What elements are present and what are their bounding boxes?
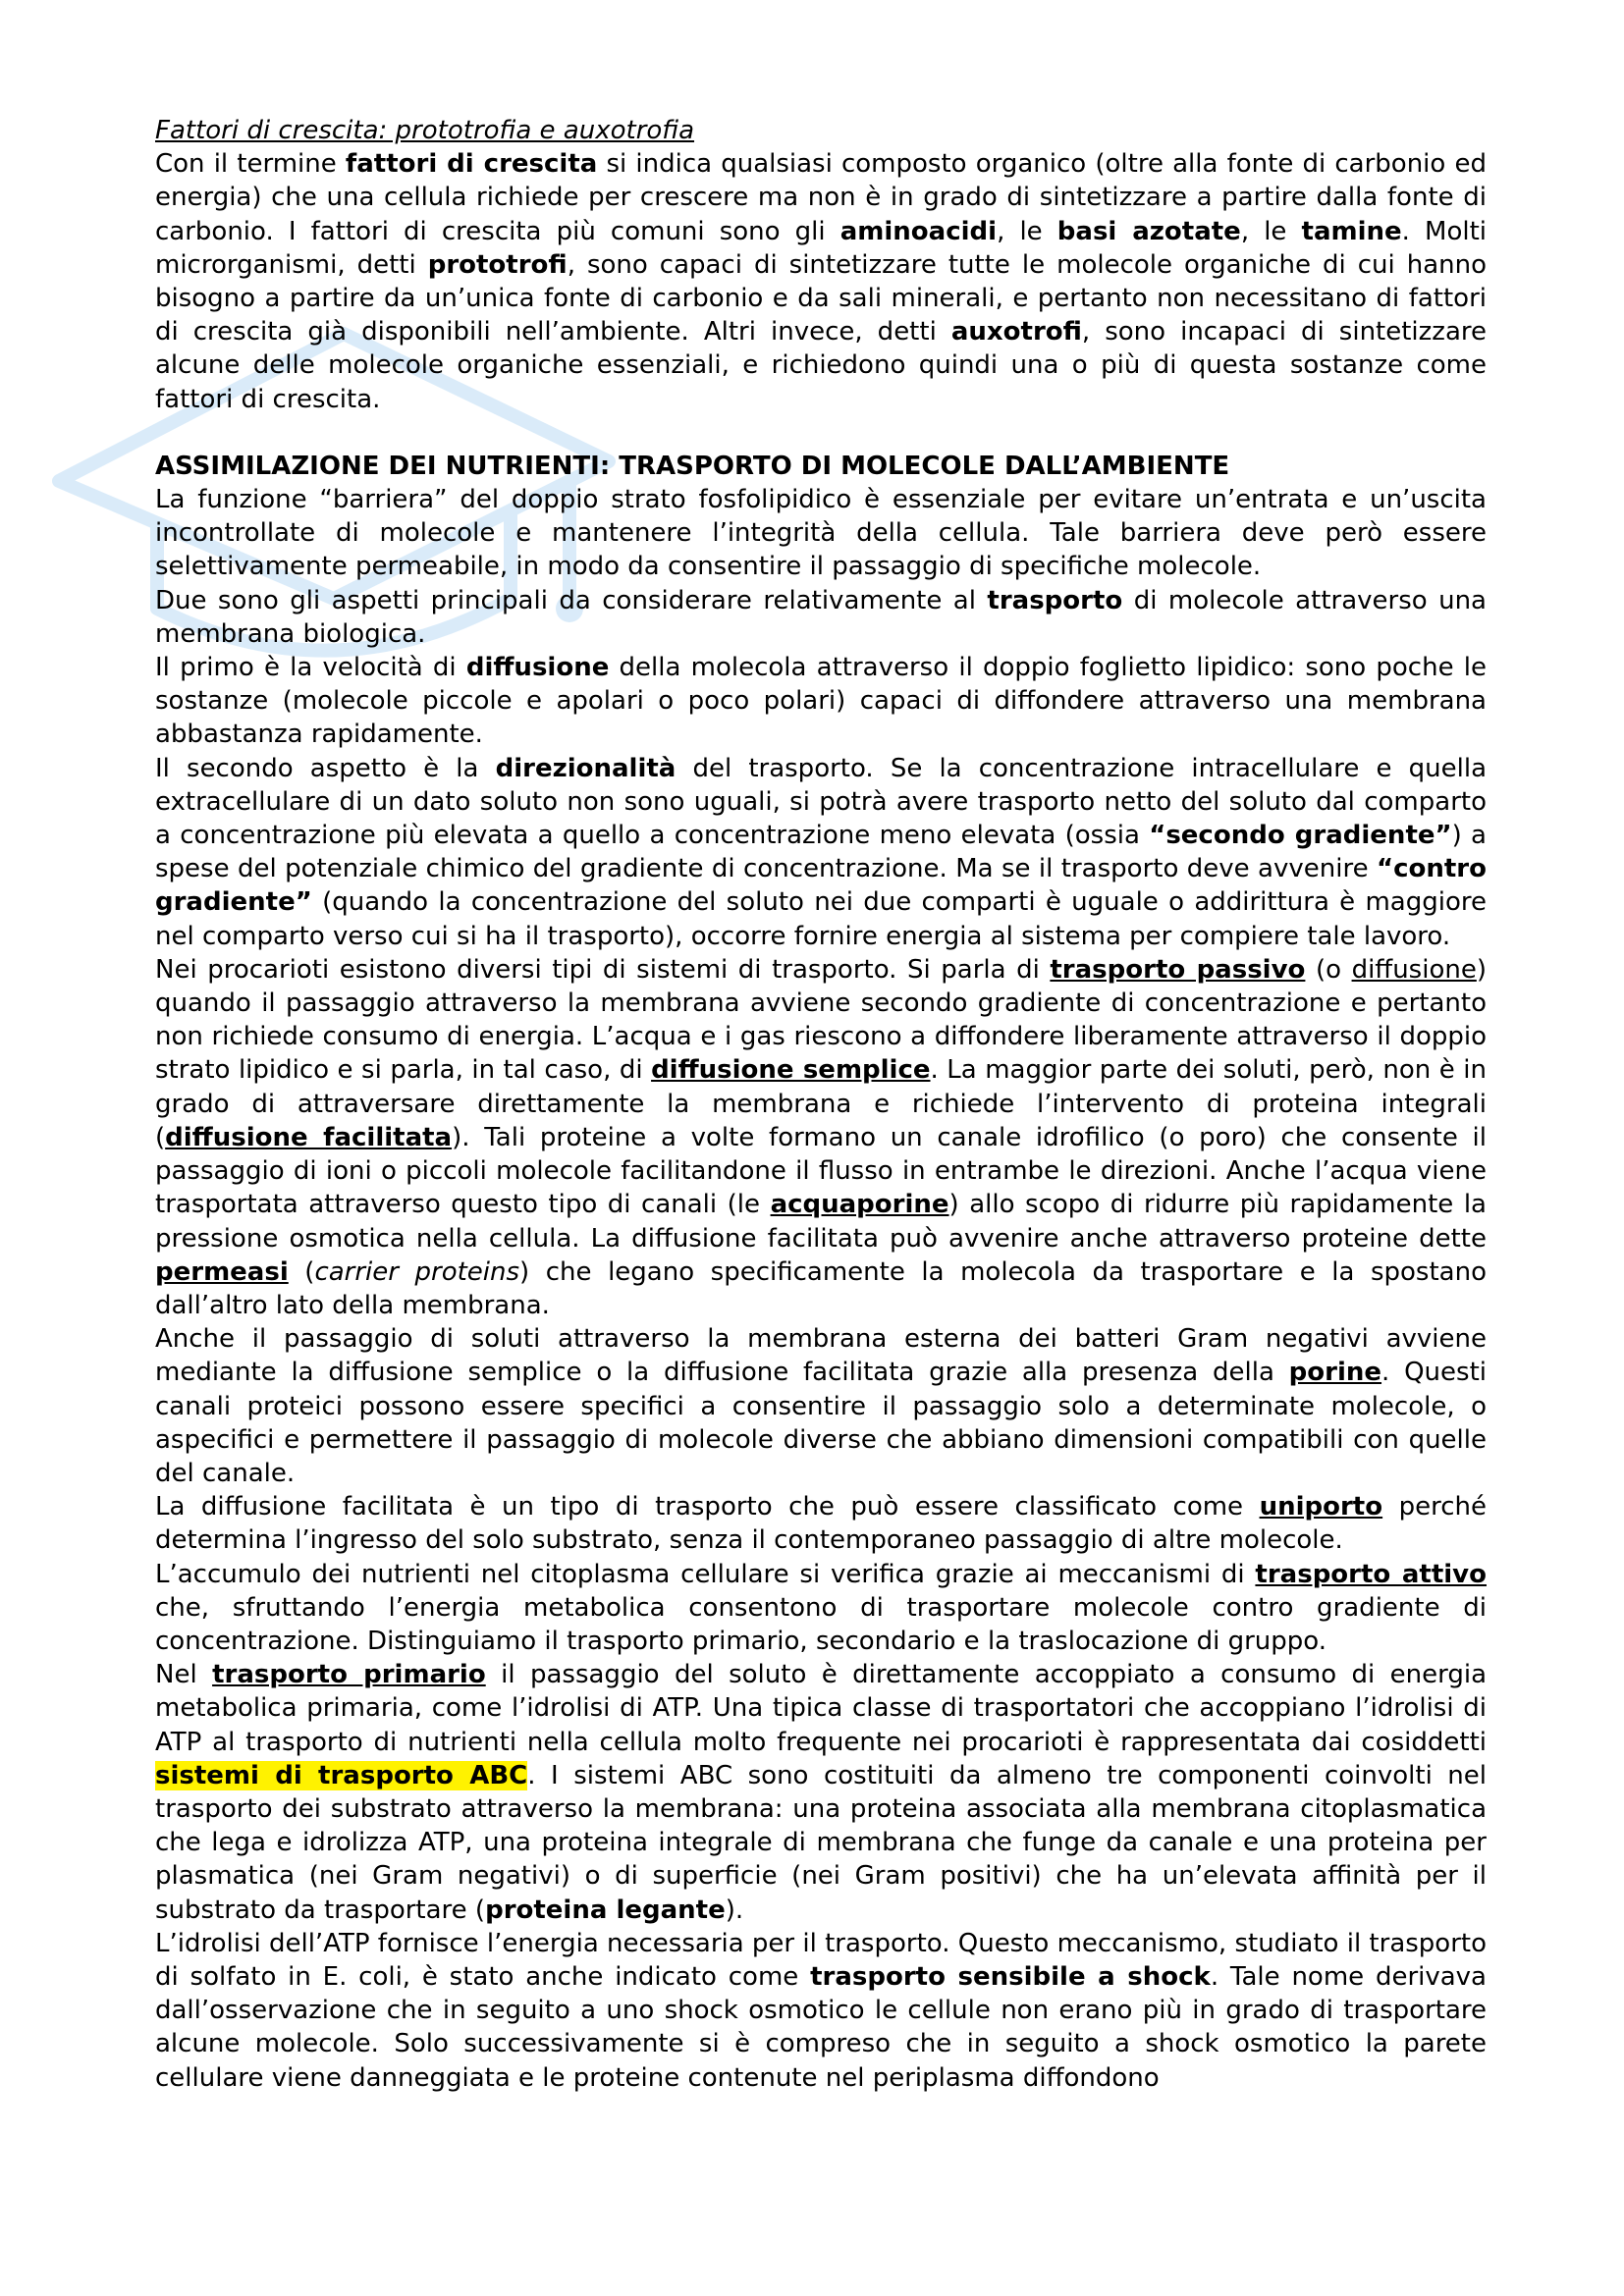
bold-term: trasporto sensibile a shock	[810, 1961, 1211, 1992]
paragraph	[155, 953, 1487, 1322]
document-page	[155, 114, 1487, 2095]
text-run: di molecole attraverso una membrana biologica.	[155, 585, 1487, 649]
text-run: Il primo è la velocità di	[155, 653, 466, 683]
paragraph	[155, 584, 1487, 651]
text-run: . Molti microrganismi, detti	[155, 216, 1488, 280]
text-run: Il secondo aspetto è la	[155, 753, 496, 783]
text-run: ) a spese del potenziale chimico del gradiente di concentrazione. Ma se il trasporto deve avvenire	[155, 821, 1487, 884]
text-run: . Questi canali proteici possono essere specifici a consentire il passaggio solo a determinate molecole, o aspecifici e permettere il passaggio di molecole diverse che abbiano dimensioni compatibili con quelle del canale.	[155, 1358, 1487, 1488]
text-run: il passaggio del soluto è direttamente accoppiato a consumo di energia metabolica primaria, come l’idrolisi di ATP. Una tipica classe di trasportatori che accoppiano l’idrolisi di ATP al trasporto di nutrienti nella cellula molto frequente nei procarioti è rappresentata dai cosiddetti	[155, 1660, 1488, 1757]
text-run: ) che legano specificamente la molecola da trasportare e la spostano dall’altro lato della membrana.	[155, 1256, 1487, 1320]
text-run: , sono capaci di sintetizzare tutte le molecole organiche di cui hanno bisogno a partire da un’unica fonte di carbonio e da sali minerali, e pertanto non necessitano di fattori di crescita già disponibili nell’ambiente. Altri invece, detti	[155, 249, 1487, 347]
paragraph	[155, 752, 1487, 953]
bold-term: diffusione	[465, 653, 610, 683]
bold-underlined-term: diffusione facilitata	[165, 1122, 453, 1152]
bold-term: auxotrofi	[950, 317, 1082, 347]
bold-term: prototrofi	[427, 249, 568, 280]
text-run: Anche il passaggio di soluti attraverso la membrana esterna dei batteri Gram negativi avviene mediante la diffusione semplice o la diffusione facilitata grazie alla presenza della	[155, 1324, 1487, 1388]
bold-term: trasporto	[987, 585, 1123, 615]
section-subtitle: Fattori di crescita: prototrofia e auxotrofia	[155, 116, 695, 145]
text-run: che, sfruttando l’energia metabolica consentono di trasportare molecole contro gradiente di concentrazione. Distinguiamo il trasporto primario, secondario e la traslocazione di gruppo.	[155, 1592, 1487, 1656]
bold-underlined-term: diffusione semplice	[651, 1055, 931, 1086]
bold-term: direzionalità	[495, 753, 677, 783]
paragraph	[155, 1322, 1487, 1490]
text-run: La funzione “barriera” del doppio strato fosfolipidico è essenziale per evitare un’entrata e un’uscita incontrollate di molecole e mantenere l’integrità della cellula. Tale barriera deve però essere selettivamente permeabile, in modo da consentire il passaggio di specifiche molecole.	[155, 485, 1487, 582]
bold-term: proteina legante	[485, 1895, 726, 1925]
text-run: , sono incapaci di sintetizzare alcune delle molecole organiche essenziali, e richiedono quindi una o più di questa sostanze come fattori di crescita.	[155, 317, 1487, 414]
text-run: si indica qualsiasi composto organico (oltre alla fonte di carbonio ed energia) che una cellula richiede per crescere ma non è in grado di sintetizzare a partire dalla fonte di carbonio. I fattori di crescita più comuni sono gli	[155, 149, 1487, 246]
text-run: Con il termine	[155, 149, 346, 180]
text-run: . Tale nome derivava dall’osservazione che in seguito a uno shock osmotico le cellule non erano più in grado di trasportare alcune molecole. Solo successivamente si è compreso che in seguito a shock osmotico la parete cellulare viene danneggiata e le proteine contenute nel periplasma diffondono	[155, 1961, 1487, 2093]
text-run: ) allo scopo di ridurre più rapidamente la pressione osmotica nella cellula. La diffusione facilitata può avvenire anche attraverso proteine dette	[155, 1190, 1487, 1254]
text-run: L’idrolisi dell’ATP fornisce l’energia necessaria per il trasporto. Questo meccanismo, studiato il trasporto di solfato in E. coli, è stato anche indicato come	[155, 1928, 1487, 1992]
paragraph	[155, 651, 1487, 752]
text-run: della molecola attraverso il doppio foglietto lipidico: sono poche le sostanze (molecole piccole e apolari o poco polari) capaci di diffondere attraverso una membrana abbastanza rapidamente.	[155, 653, 1487, 750]
underlined-term: diffusione	[1351, 954, 1477, 985]
text-run: (o	[1305, 954, 1352, 985]
text-run: ).	[725, 1895, 744, 1925]
bold-underlined-term: trasporto passivo	[1050, 954, 1306, 985]
highlighted-term: sistemi di trasporto ABC	[155, 1760, 528, 1790]
text-run: , le	[997, 216, 1057, 246]
bold-underlined-term: permeasi	[155, 1256, 289, 1287]
bold-term: tamine	[1301, 216, 1402, 246]
text-run: , le	[1240, 216, 1302, 246]
bold-underlined-term: trasporto primario	[212, 1660, 486, 1690]
text-run: perché determina l’ingresso del solo substrato, senza il contemporaneo passaggio di altre molecole.	[155, 1492, 1487, 1556]
text-run: (	[288, 1256, 315, 1287]
text-run: . I sistemi ABC sono costituiti da almeno tre componenti coinvolti nel trasporto dei substrato attraverso la membrana: una proteina associata alla membrana citoplasmatica che lega e idrolizza ATP, una proteina integrale di membrana che funge da canale e una proteina per plasmatica (nei Gram negativi) o di superficie (nei Gram positivi) che ha un’elevata affinità per il substrato da trasportare (	[155, 1760, 1487, 1925]
paragraph	[155, 1927, 1487, 2095]
text-run: Due sono gli aspetti principali da considerare relativamente al	[155, 585, 988, 615]
paragraph	[155, 1490, 1487, 1557]
section-title: ASSIMILAZIONE DEI NUTRIENTI: TRASPORTO DI MOLECOLE DALL’AMBIENTE	[155, 451, 1230, 481]
bold-term: fattori di crescita	[345, 149, 598, 180]
bold-term: basi azotate	[1056, 216, 1241, 246]
bold-underlined-term: trasporto attivo	[1255, 1559, 1487, 1589]
text-run: ) quando il passaggio attraverso la membrana avviene secondo gradiente di concentrazione e pertanto non richiede consumo di energia. L’acqua e i gas riescono a diffondere liberamente attraverso il doppio strato lipidico e si parla, in tal caso, di	[155, 954, 1487, 1086]
text-run: L’accumulo dei nutrienti nel citoplasma cellulare si verifica grazie ai meccanismi di	[155, 1559, 1256, 1589]
paragraph	[155, 483, 1487, 584]
italic-term: carrier proteins	[314, 1256, 520, 1287]
bold-underlined-term: acquaporine	[770, 1190, 949, 1220]
text-run: Nei procarioti esistono diversi tipi di sistemi di trasporto. Si parla di	[155, 954, 1051, 985]
bold-term: “secondo gradiente”	[1149, 821, 1452, 851]
bold-underlined-term: uniporto	[1259, 1492, 1383, 1522]
text-run: Nel	[155, 1660, 213, 1690]
text-run: . La maggior parte dei soluti, però, non è in grado di attraversare direttamente la membrana e richiede l’intervento di proteina integrali (	[155, 1055, 1487, 1152]
paragraph	[155, 1658, 1487, 1927]
text-run: del trasporto. Se la concentrazione intracellulare e quella extracellulare di un dato soluto non sono uguali, si potrà avere trasporto netto del soluto dal comparto a concentrazione più elevata a quello a concentrazione meno elevata (ossia	[155, 753, 1487, 851]
paragraph	[155, 147, 1487, 416]
bold-underlined-term: porine	[1288, 1358, 1382, 1388]
text-run: (quando la concentrazione del soluto nei due comparti è uguale o addirittura è maggiore nel comparto verso cui si ha il trasporto), occorre fornire energia al sistema per compiere tale lavoro.	[155, 887, 1487, 951]
bold-term: “contro gradiente”	[155, 854, 1487, 918]
bold-term: aminoacidi	[839, 216, 998, 246]
paragraph	[155, 1558, 1487, 1659]
text-run: La diffusione facilitata è un tipo di trasporto che può essere classificato come	[155, 1492, 1260, 1522]
text-run: ). Tali proteine a volte formano un canale idrofilico (o poro) che consente il passaggio di ioni o piccoli molecole facilitandone il flusso in entrambe le direzioni. Anche l’acqua viene trasportata attraverso questo tipo di canali (le	[155, 1122, 1487, 1220]
